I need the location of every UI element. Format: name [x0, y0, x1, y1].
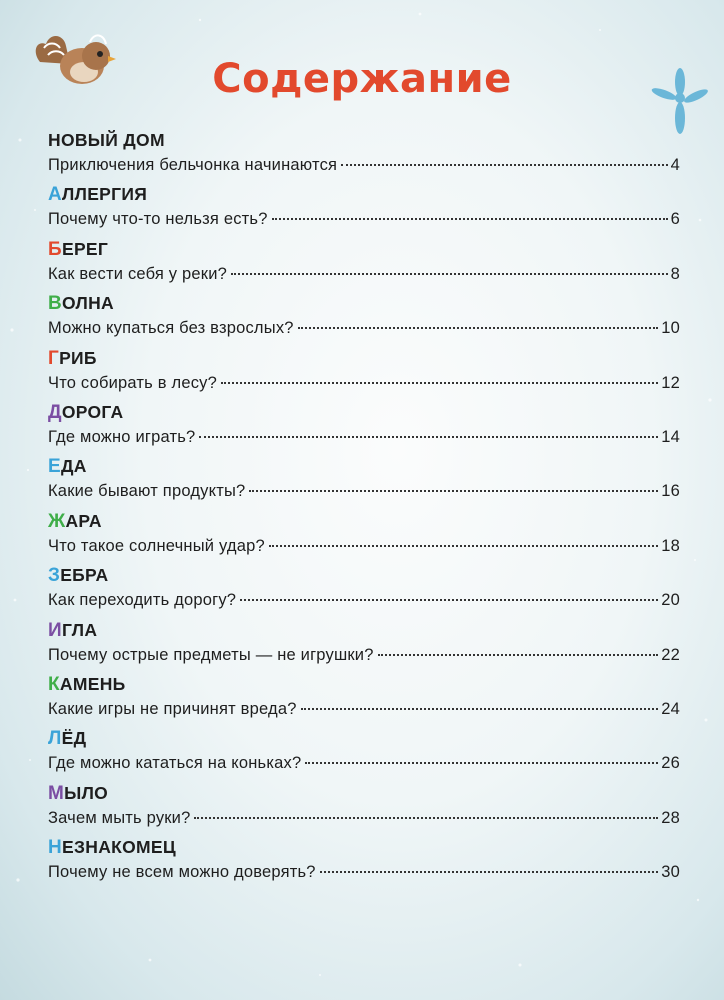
dot-leader [240, 599, 658, 601]
toc-entry-heading [48, 237, 680, 261]
toc-entry [48, 618, 680, 672]
page-number: 8 [670, 264, 680, 283]
heading-initial-letter: Н [48, 837, 63, 859]
dot-leader [194, 817, 658, 819]
page-title: Содержание [212, 56, 512, 102]
page-number: 12 [661, 373, 680, 392]
heading-initial-letter: Г [48, 347, 60, 369]
page-number: 6 [670, 210, 680, 229]
dot-leader [231, 273, 668, 275]
entry-question: Где можно играть? [48, 427, 196, 446]
dot-leader [341, 164, 667, 166]
toc-entry-line [48, 478, 680, 504]
entry-question: Как переходить дорогу? [48, 591, 237, 610]
toc-entry [48, 781, 680, 835]
dot-leader [272, 218, 668, 220]
entry-question: Почему не всем можно доверять? [48, 863, 316, 882]
dot-leader [249, 490, 658, 492]
toc-entry [48, 237, 680, 291]
page-number: 16 [661, 482, 680, 501]
toc-entry-heading [48, 128, 680, 152]
dot-leader [221, 382, 658, 384]
heading-text: ОРОГА [61, 401, 124, 422]
page-number: 22 [661, 645, 680, 664]
heading-text: ЕРЕГ [61, 238, 109, 259]
heading-initial-letter: А [48, 184, 63, 206]
entry-question: Приключения бельчонка начинаются [48, 156, 338, 174]
entry-question: Какие бывают продукты? [48, 482, 246, 501]
toc-entry [48, 563, 680, 617]
toc-entry-heading [48, 509, 680, 533]
toc-entry-line [48, 424, 680, 450]
entry-question: Где можно кататься на коньках? [48, 754, 302, 773]
heading-text: ГЛА [61, 619, 98, 640]
heading-initial-letter: В [48, 293, 63, 315]
toc-entry-heading [48, 726, 680, 750]
toc-entry-line [48, 642, 680, 668]
toc-entry-heading [48, 454, 680, 478]
toc-entry [48, 509, 680, 563]
heading-initial-letter: М [48, 782, 65, 804]
toc-entry-heading [48, 835, 680, 859]
entry-question: Почему острые предметы — не игрушки? [48, 645, 374, 664]
heading-initial-letter: Л [48, 728, 62, 750]
dot-leader [320, 871, 659, 873]
heading-initial-letter: Е [48, 456, 61, 478]
heading-text: АМЕНЬ [59, 673, 126, 694]
toc-entry-heading [48, 182, 680, 206]
toc-entry [48, 672, 680, 726]
entry-question: Что собирать в лесу? [48, 373, 217, 392]
toc-entry-line [48, 261, 680, 287]
table-of-contents [48, 128, 680, 889]
heading-initial-letter: Ж [48, 510, 66, 532]
toc-entry-heading [48, 346, 680, 370]
toc-entry [48, 346, 680, 400]
entry-question: Зачем мыть руки? [48, 808, 191, 827]
heading-initial-letter: З [48, 565, 61, 587]
page-number: 4 [670, 156, 680, 174]
page-number: 30 [661, 863, 680, 882]
toc-entry-heading [48, 400, 680, 424]
entry-question: Можно купаться без взрослых? [48, 319, 294, 338]
toc-entry-heading [48, 563, 680, 587]
heading-text: ЛЛЕРГИЯ [62, 184, 148, 205]
heading-initial-letter: Д [48, 401, 62, 423]
heading-text: РИБ [59, 347, 97, 368]
toc-entry-line [48, 587, 680, 613]
toc-entry-heading [48, 618, 680, 642]
page-number: 18 [661, 536, 680, 555]
dot-leader [199, 436, 658, 438]
page-number: 20 [661, 591, 680, 610]
toc-entry-line [48, 370, 680, 396]
page-number: 26 [661, 754, 680, 773]
toc-entry [48, 182, 680, 236]
entry-question: Что такое солнечный удар? [48, 536, 265, 555]
toc-entry [48, 454, 680, 508]
entry-question: Как вести себя у реки? [48, 264, 228, 283]
entry-question: Почему что-то нельзя есть? [48, 210, 268, 229]
toc-entry-line [48, 696, 680, 722]
toc-entry-line [48, 152, 680, 178]
toc-entry-heading [48, 672, 680, 696]
heading-initial-letter: Б [48, 238, 62, 260]
heading-text: НОВЫЙ ДОМ [48, 130, 165, 150]
heading-text: ЕБРА [60, 565, 109, 586]
heading-text: ЕЗНАКОМЕЦ [62, 837, 176, 858]
toc-entry-line [48, 315, 680, 341]
toc-entry-line [48, 805, 680, 831]
entry-question: Какие игры не причинят вреда? [48, 699, 297, 718]
heading-text: ОЛНА [62, 293, 114, 314]
dot-leader [378, 654, 659, 656]
dot-leader [269, 545, 658, 547]
heading-text: ДА [60, 456, 87, 477]
heading-text: ЫЛО [64, 782, 109, 803]
toc-entry [48, 835, 680, 889]
page-number: 14 [661, 427, 680, 446]
toc-entry-line [48, 533, 680, 559]
heading-text: ЁД [61, 728, 87, 749]
dot-leader [298, 327, 659, 329]
page-number: 24 [661, 699, 680, 718]
toc-entry [48, 726, 680, 780]
page-number: 10 [661, 319, 680, 338]
toc-entry-line [48, 750, 680, 776]
toc-entry-heading [48, 781, 680, 805]
heading-text: АРА [65, 510, 102, 531]
dot-leader [305, 762, 658, 764]
toc-entry-heading [48, 291, 680, 315]
page-number: 28 [661, 808, 680, 827]
dot-leader [301, 708, 659, 710]
heading-initial-letter: К [48, 673, 60, 695]
toc-entry-line [48, 859, 680, 885]
toc-entry [48, 291, 680, 345]
heading-initial-letter: И [48, 619, 62, 641]
toc-entry [48, 128, 680, 182]
toc-entry-line [48, 206, 680, 232]
toc-entry [48, 400, 680, 454]
